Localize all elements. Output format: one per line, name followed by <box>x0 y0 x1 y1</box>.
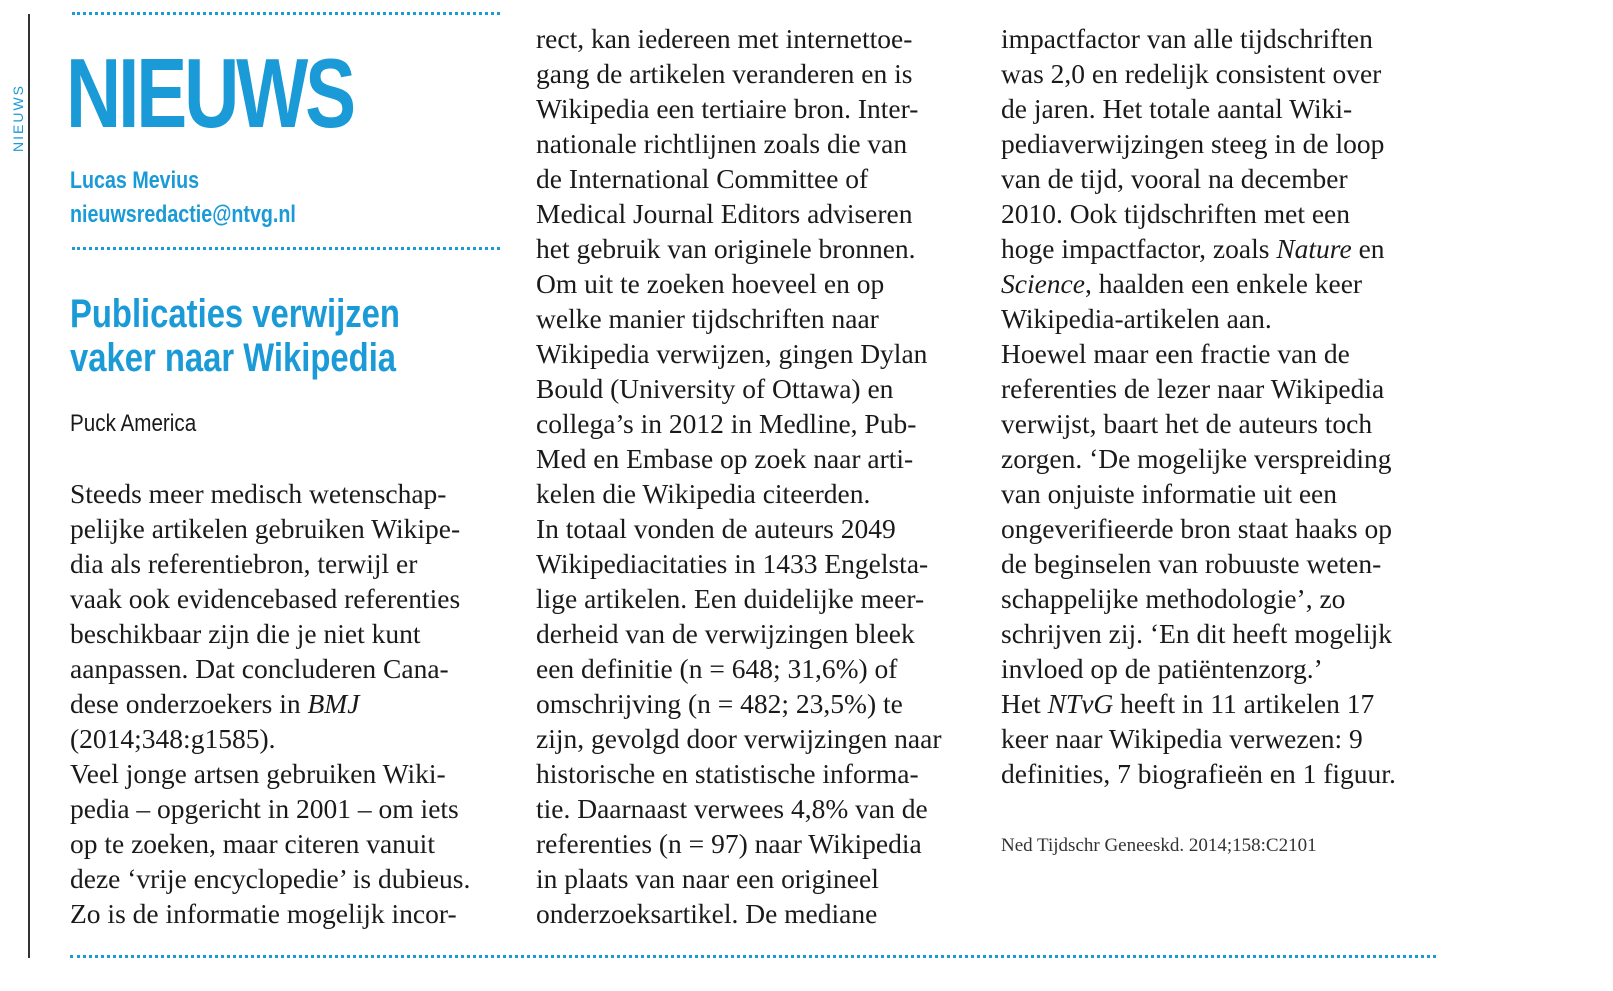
text-line: Med en Embase op zoek naar arti- <box>536 443 914 474</box>
text-line: in plaats van naar een origineel <box>536 863 879 894</box>
text-line: invloed op de patiëntenzorg.’ <box>1001 653 1323 684</box>
text-line: Wikipedia een tertiaire bron. Inter- <box>536 93 919 124</box>
article-column-2 <box>536 21 942 931</box>
section-side-label: NIEUWS <box>10 84 26 152</box>
text-line: een definitie (n = 648; 31,6%) of <box>536 653 898 684</box>
article-citation: Ned Tijdschr Geneeskd. 2014;158:C2101 <box>1001 835 1317 856</box>
text-line: rect, kan iedereen met internettoe- <box>536 23 913 54</box>
text-line: van onjuiste informatie uit een <box>1001 478 1338 509</box>
text-fragment: dese onderzoekers in <box>70 688 308 719</box>
text-fragment: , haalden een enkele keer <box>1084 268 1363 299</box>
text-line: impactfactor van alle tijdschriften <box>1001 23 1373 54</box>
text-line: welke manier tijdschriften naar <box>536 303 879 334</box>
text-line: pedia – opgericht in 2001 – om iets <box>70 793 459 824</box>
text-line: tie. Daarnaast verwees 4,8% van de <box>536 793 928 824</box>
text-fragment: hoge impactfactor, zoals <box>1001 233 1277 264</box>
text-line: derheid van de verwijzingen bleek <box>536 618 915 649</box>
left-margin-rule <box>28 14 30 958</box>
text-line: onderzoeksartikel. De mediane <box>536 898 878 929</box>
text-line: Wikipediacitaties in 1433 Engelsta- <box>536 548 929 579</box>
author-email[interactable]: nieuwsredactie@ntvg.nl <box>70 201 296 228</box>
text-line: deze ‘vrije encyclopedie’ is dubieus. <box>70 863 471 894</box>
text-line: was 2,0 en redelijk consistent over <box>1001 58 1382 89</box>
text-line: zijn, gevolgd door verwijzingen naar <box>536 723 942 754</box>
text-line: pelijke artikelen gebruiken Wikipe- <box>70 513 461 544</box>
article-column-3 <box>1001 21 1396 791</box>
article-column-1 <box>70 476 470 931</box>
text-line: het gebruik van originele bronnen. <box>536 233 916 264</box>
text-line: referenties de lezer naar Wikipedia <box>1001 373 1385 404</box>
text-line: verwijst, baart het de auteurs toch <box>1001 408 1373 439</box>
text-line: Medical Journal Editors adviseren <box>536 198 913 229</box>
text-line: Hoewel maar een fractie van de <box>1001 338 1350 369</box>
text-line: In totaal vonden de auteurs 2049 <box>536 513 896 544</box>
text-line <box>1001 266 1396 301</box>
text-line: pediaverwijzingen steeg in de loop <box>1001 128 1385 159</box>
text-line: dia als referentiebron, terwijl er <box>70 548 418 579</box>
bottom-dotted-divider <box>70 955 1436 958</box>
text-fragment: en <box>1351 233 1385 264</box>
text-line: de International Committee of <box>536 163 869 194</box>
text-line: Wikipedia verwijzen, gingen Dylan <box>536 338 928 369</box>
text-line <box>1001 231 1396 266</box>
text-line: referenties (n = 97) naar Wikipedia <box>536 828 922 859</box>
article-title-line: vaker naar Wikipedia <box>70 336 397 380</box>
text-line <box>1001 686 1396 721</box>
text-fragment: heeft in 11 artikelen 17 <box>1113 688 1375 719</box>
text-line: collega’s in 2012 in Medline, Pub- <box>536 408 917 439</box>
text-fragment: Het <box>1001 688 1048 719</box>
text-line: de beginselen van robuuste weten- <box>1001 548 1382 579</box>
article-title-line: Publicaties verwijzen <box>70 292 400 336</box>
text-line: Bould (University of Ottawa) en <box>536 373 894 404</box>
author-dotted-divider <box>72 247 500 250</box>
text-line: Veel jonge artsen gebruiken Wiki- <box>70 758 446 789</box>
text-line: omschrijving (n = 482; 23,5%) te <box>536 688 903 719</box>
text-line: van de tijd, vooral na december <box>1001 163 1348 194</box>
top-dotted-divider <box>72 12 500 15</box>
journal-name-science: Science <box>1001 268 1085 299</box>
text-line: lige artikelen. Een duidelijke meer- <box>536 583 925 614</box>
author-block <box>70 164 296 232</box>
text-line: definities, 7 biografieën en 1 figuur. <box>1001 758 1396 789</box>
text-line: Zo is de informatie mogelijk incor- <box>70 898 457 929</box>
text-line: aanpassen. Dat concluderen Cana- <box>70 653 449 684</box>
text-line: Om uit te zoeken hoeveel en op <box>536 268 885 299</box>
text-line: ongeverifieerde bron staat haaks op <box>1001 513 1392 544</box>
text-line: beschikbaar zijn die je niet kunt <box>70 618 421 649</box>
journal-name-nature: Nature <box>1276 233 1352 264</box>
text-line: gang de artikelen veranderen en is <box>536 58 913 89</box>
section-masthead: NIEUWS <box>66 38 354 148</box>
text-line: keer naar Wikipedia verwezen: 9 <box>1001 723 1363 754</box>
journal-name-ntvg: NTvG <box>1047 688 1114 719</box>
text-line: nationale richtlijnen zoals die van <box>536 128 908 159</box>
text-line: vaak ook evidencebased referenties <box>70 583 461 614</box>
article-byline: Puck America <box>70 410 197 437</box>
text-line: Steeds meer medisch wetenschap- <box>70 478 447 509</box>
text-line: historische en statistische informa- <box>536 758 919 789</box>
text-line: de jaren. Het totale aantal Wiki- <box>1001 93 1353 124</box>
journal-name-bmj: BMJ <box>307 688 360 719</box>
text-line: Wikipedia-artikelen aan. <box>1001 303 1272 334</box>
text-line: schrijven zij. ‘En dit heeft mogelijk <box>1001 618 1393 649</box>
text-line: 2010. Ook tijdschriften met een <box>1001 198 1351 229</box>
text-line: op te zoeken, maar citeren vanuit <box>70 828 435 859</box>
text-line: (2014;348:g1585). <box>70 723 276 754</box>
author-name: Lucas Mevius <box>70 167 200 194</box>
text-line: zorgen. ‘De mogelijke verspreiding <box>1001 443 1392 474</box>
text-line <box>70 686 470 721</box>
text-line: schappelijke methodologie’, zo <box>1001 583 1346 614</box>
text-line: kelen die Wikipedia citeerden. <box>536 478 871 509</box>
article-title <box>70 292 400 380</box>
